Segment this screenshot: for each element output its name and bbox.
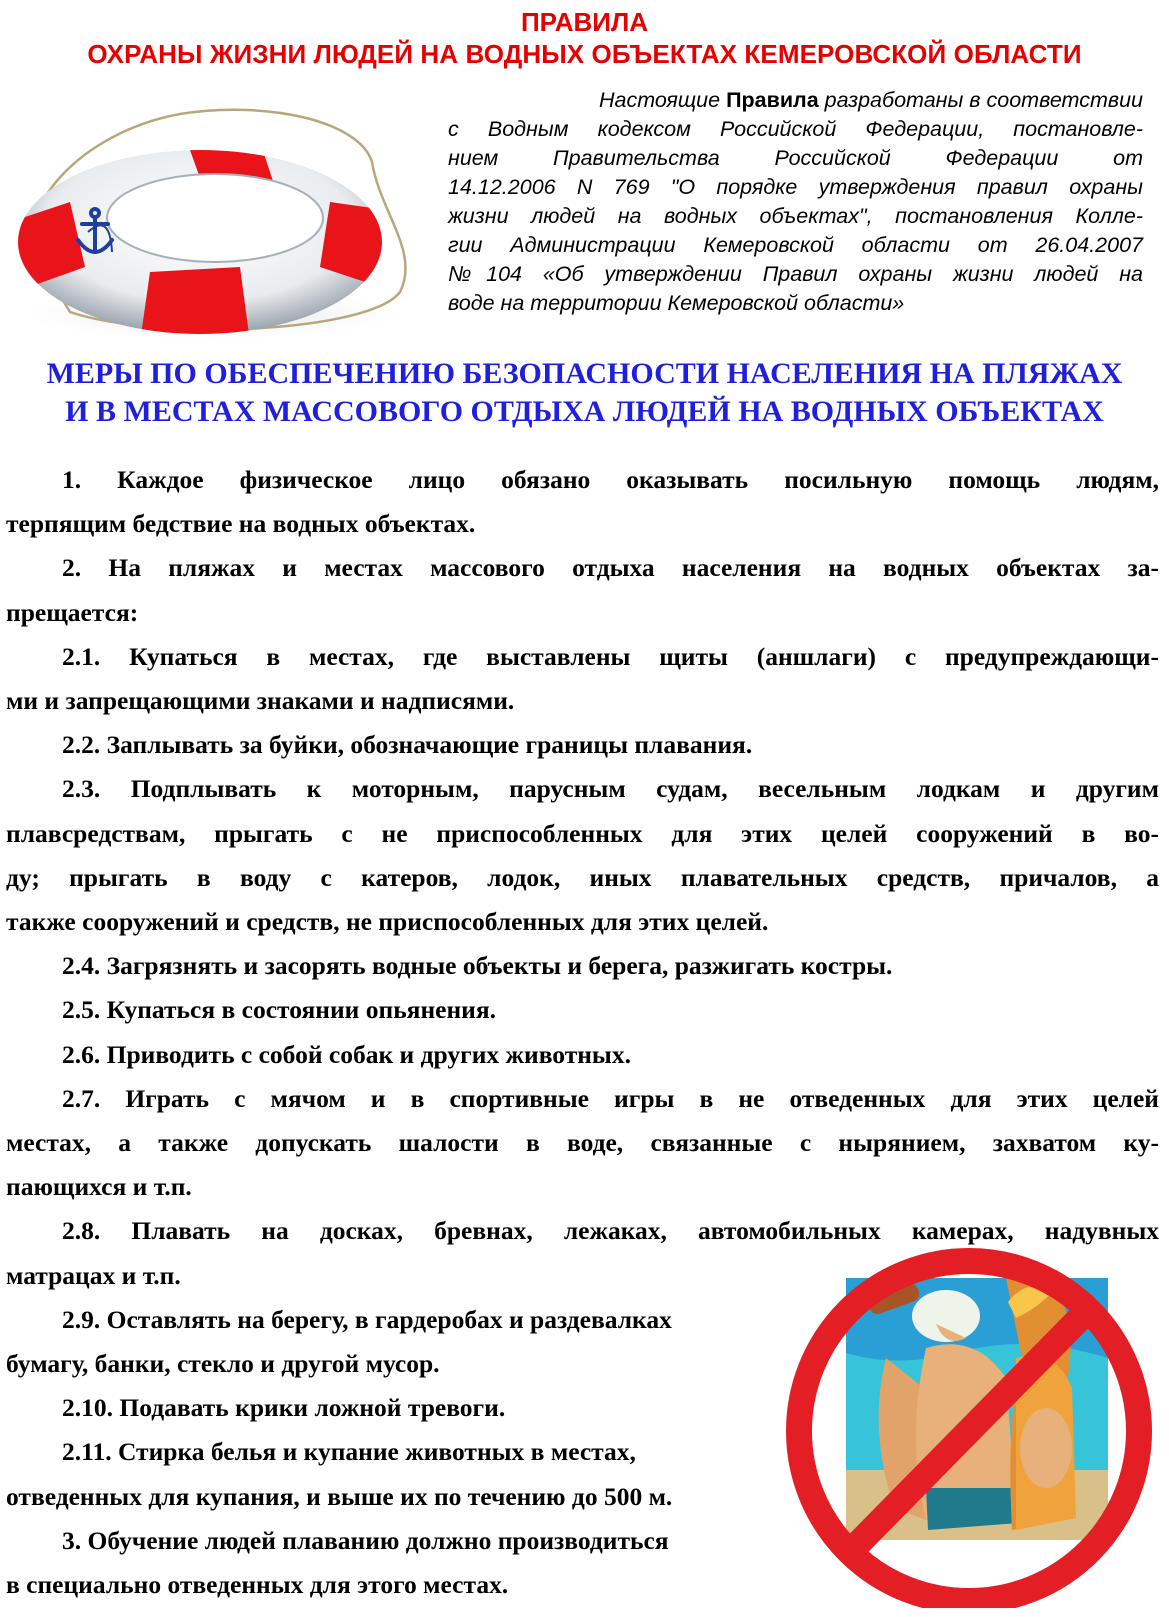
- section-title-line2: И В МЕСТАХ МАССОВОГО ОТДЫХА ЛЮДЕЙ НА ВОДНЫХ ОБЪЕКТАХ: [65, 395, 1104, 428]
- intro-line: жизни людей на водных объектах", постановления Колле-: [448, 204, 1143, 228]
- rule-line: также сооружений и средств, не приспособленных для этих целей.: [6, 907, 769, 937]
- rule-line: ми и запрещающими знаками и надписями.: [6, 686, 515, 716]
- intro-line: 14.12.2006 N 769 "О порядке утверждения правил охраны: [448, 175, 1143, 199]
- rule-line: 2.2. Заплывать за буйки, обозначающие границы плавания.: [62, 730, 753, 760]
- rule-line: 2.6. Приводить с собой собак и других животных.: [62, 1039, 631, 1069]
- rule-line: 2.4. Загрязнять и засорять водные объекты и берега, разжигать костры.: [62, 951, 893, 981]
- intro-line: №104 «Об утверждении Правил охраны жизни людей на: [448, 262, 1143, 286]
- rule-line: 2.3. Подплывать к моторным, парусным судам, весельным лодкам и другим: [62, 774, 1159, 804]
- rule-line: 2.8. Плавать на досках, бревнах, лежаках, автомобильных камерах, надувных: [62, 1216, 1159, 1246]
- rule-line: 2.7. Играть с мячом и в спортивные игры в не отведенных для этих целей: [62, 1083, 1159, 1113]
- intro-line: [448, 86, 1143, 115]
- rule-line: бумагу, банки, стекло и другой мусор.: [6, 1349, 440, 1379]
- rule-line: в специально отведенных для этого местах.: [6, 1570, 509, 1600]
- rule-line: плавсредствам, прыгать с не приспособленных для этих целей сооружений в во-: [6, 818, 1159, 848]
- rule-line: 2. На пляжах и местах массового отдыха населения на водных объектах за-: [62, 553, 1159, 583]
- intro-line: гии Администрации Кемеровской области от 26.04.2007: [448, 233, 1143, 257]
- intro-line: нием Правительства Российской Федерации от: [448, 146, 1143, 170]
- rule-line: местах, а также допускать шалости в воде, связанные с нырянием, захватом ку-: [6, 1128, 1159, 1158]
- rule-line: отведенных для купания, и выше их по течению до 500 м.: [6, 1481, 673, 1511]
- intro-text: разработаны в соответствии: [818, 88, 1143, 112]
- intro-paragraph: [448, 86, 1143, 318]
- lifebuoy-icon: [0, 92, 440, 352]
- section-title-line1: МЕРЫ ПО ОБЕСПЕЧЕНИЮ БЕЗОПАСНОСТИ НАСЕЛЕНИЯ НА ПЛЯЖАХ: [46, 357, 1123, 390]
- no-sign-icon: [776, 1238, 1162, 1608]
- rule-line: терпящим бедствие на водных объектах.: [6, 509, 476, 539]
- document-title: ПРАВИЛА: [520, 7, 648, 37]
- rule-line: 2.11. Стирка белья и купание животных в местах,: [62, 1437, 636, 1467]
- rule-line: матрацах и т.п.: [6, 1260, 181, 1290]
- intro-bold-rules: Правила: [726, 88, 819, 112]
- intro-text: Настоящие: [599, 88, 727, 112]
- rule-line: 2.1. Купаться в местах, где выставлены щиты (аншлаги) с предупреждающи-: [62, 641, 1159, 671]
- rule-line: 2.5. Купаться в состоянии опьянения.: [62, 995, 497, 1025]
- rule-line: 2.10. Подавать крики ложной тревоги.: [62, 1393, 506, 1423]
- rule-line: прещается:: [6, 597, 139, 627]
- rule-line: 2.9. Оставлять на берегу, в гардеробах и раздевалках: [62, 1304, 672, 1334]
- intro-line: с Водным кодексом Российской Федерации, постановле-: [448, 117, 1143, 141]
- rule-line: 1. Каждое физическое лицо обязано оказывать посильную помощь людям,: [62, 465, 1159, 494]
- rule-line: ду; прыгать в воду с катеров, лодок, иных плавательных средств, причалов, а: [6, 862, 1159, 892]
- intro-line: воде на территории Кемеровской области»: [448, 291, 905, 315]
- rule-line: 3. Обучение людей плаванию должно производиться: [62, 1525, 669, 1555]
- document-subtitle: ОХРАНЫ ЖИЗНИ ЛЮДЕЙ НА ВОДНЫХ ОБЪЕКТАХ КЕМЕРОВСКОЙ ОБЛАСТИ: [87, 39, 1082, 69]
- rule-line: пающихся и т.п.: [6, 1172, 192, 1202]
